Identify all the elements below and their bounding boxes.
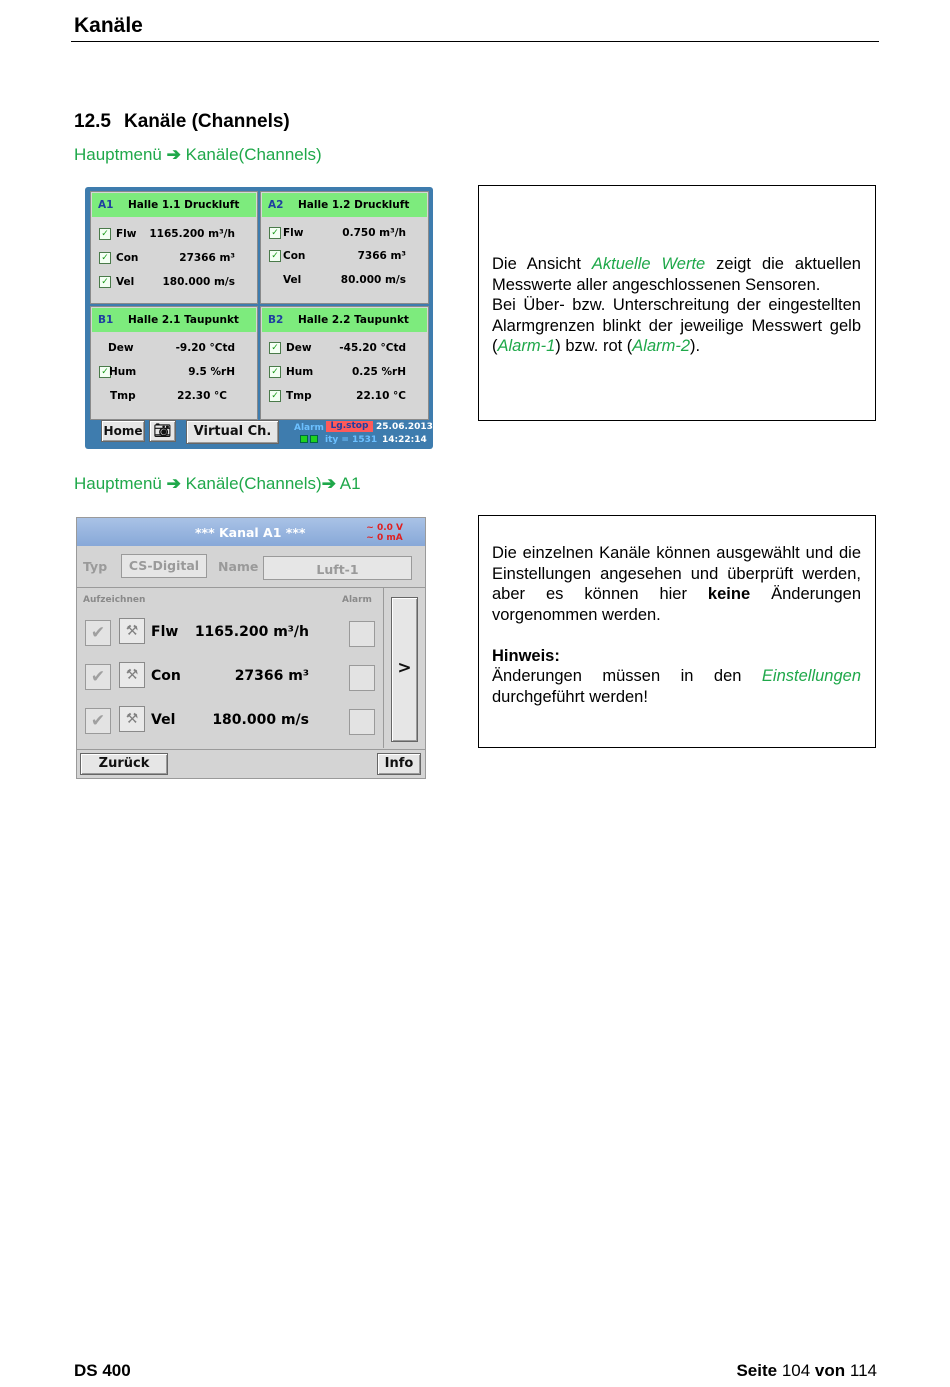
channel-value-row: ✓ Flw 1165.200 m³/h	[91, 226, 257, 244]
channel-panel-b2	[260, 306, 429, 420]
wrench-icon[interactable]: ⚒	[119, 706, 145, 732]
aufzeichnen-label: Aufzeichnen	[83, 595, 146, 605]
checkbox-icon: ✓	[269, 250, 281, 262]
channel-value-row: ✓ Con 27366 m³	[91, 250, 257, 268]
channel-value-row: ✓ Hum 9.5 %rH	[91, 364, 257, 382]
footer-page-number: Seite 104 von 114	[736, 1361, 877, 1380]
typ-field[interactable]: CS-Digital	[121, 554, 207, 578]
record-checkbox[interactable]: ✔	[85, 664, 111, 690]
breadcrumb-channels	[74, 145, 322, 165]
checkbox-icon: ✓	[99, 228, 111, 240]
next-button[interactable]: >	[391, 597, 418, 742]
section-number: 12.5	[74, 111, 111, 132]
record-checkbox[interactable]: ✔	[85, 620, 111, 646]
channel-row-vel: ✔ ⚒ Vel 180.000 m/s	[77, 705, 377, 737]
channel-id: A2	[268, 199, 284, 211]
name-field[interactable]: Luft-1	[263, 556, 412, 580]
channel-value-row: ✓ Hum 0.25 %rH	[261, 364, 428, 382]
channel-panel-a2	[260, 191, 429, 304]
channel-value-row: ✓ Flw 0.750 m³/h	[261, 225, 428, 243]
date-display: 25.06.2013	[376, 422, 433, 432]
title-divider	[71, 41, 879, 42]
time-display: 14:22:14	[382, 435, 427, 445]
alarm-column-label: Alarm	[342, 595, 372, 605]
channel-id: B2	[268, 314, 284, 326]
channels-overview-screenshot	[85, 187, 433, 449]
checkbox-icon: ✓	[269, 390, 281, 402]
wrench-icon[interactable]: ⚒	[119, 618, 145, 644]
channel-value-row: ✓ Con 7366 m³	[261, 248, 428, 266]
ity-status: ity = 1531	[325, 435, 378, 445]
description-box-current-values: Die Ansicht Aktuelle Werte zeigt die aktuellen Messwerte aller angeschlossenen Sensoren. Bei Über- bzw. Unterschreitung der eingestellten Alarmgrenzen blinkt der jeweilige Messwert gelb (Alarm-1) bzw. rot (Alarm-2).	[478, 185, 876, 421]
alarm-indicator-2	[310, 435, 318, 443]
breadcrumb-main: Hauptmenü	[74, 145, 162, 164]
divider	[383, 588, 384, 748]
home-button[interactable]: Home	[101, 420, 145, 442]
note-title: Hinweis:	[492, 646, 560, 665]
channel-panel-b1	[90, 306, 258, 420]
screen-title: *** Kanal A1 ***	[195, 525, 306, 540]
record-checkbox[interactable]: ✔	[85, 708, 111, 734]
description-box-channel-details: Die einzelnen Kanäle können ausgewählt und die Einstellungen angesehen und überprüft werden, aber es können hier keine Änderungen vorgenommen werden. Hinweis: Änderungen müssen in den Einstellungen durchgeführt werden!	[478, 515, 876, 748]
checkbox-icon: ✓	[269, 342, 281, 354]
page-title: Kanäle	[74, 14, 143, 37]
alarm-indicator-1	[300, 435, 308, 443]
logger-stop-status: Lg.stop	[326, 421, 373, 432]
channel-value-row: Dew -9.20 °Ctd	[108, 342, 235, 354]
breadcrumb-target: Kanäle(Channels)	[185, 474, 322, 493]
alarm-label: Alarm	[294, 423, 324, 433]
channel-row-con: ✔ ⚒ Con 27366 m³	[77, 661, 377, 693]
breadcrumb-main: Hauptmenü	[74, 474, 162, 493]
section-heading	[74, 111, 290, 133]
back-button[interactable]: Zurück	[80, 753, 168, 775]
checkbox-icon: ✓	[269, 227, 281, 239]
footer-document-name: DS 400	[74, 1361, 131, 1380]
screen-header	[77, 518, 425, 546]
channel-name: Halle 2.2 Taupunkt	[298, 314, 409, 326]
camera-icon[interactable]: 📷︎	[149, 420, 176, 442]
term-alarm-2: Alarm-2	[632, 337, 691, 355]
channel-id: A1	[98, 199, 114, 211]
checkbox-icon: ✓	[269, 366, 281, 378]
typ-label: Typ	[83, 559, 108, 574]
arrow-right-icon: ➔	[166, 145, 181, 164]
checkbox-icon: ✓	[99, 366, 111, 378]
channel-row-flw: ✔ ⚒ Flw 1165.200 m³/h	[77, 617, 377, 649]
section-title: Kanäle (Channels)	[124, 111, 290, 132]
info-button[interactable]: Info	[377, 753, 421, 775]
channel-value-row: ✓ Dew -45.20 °Ctd	[261, 340, 428, 358]
wrench-icon[interactable]: ⚒	[119, 662, 145, 688]
channel-value-row: Tmp 22.30 °C	[110, 390, 227, 402]
checkbox-icon: ✓	[99, 276, 111, 288]
divider	[77, 587, 425, 588]
signal-readout: ~ 0.0 V ~ 0 mA	[366, 523, 403, 543]
alarm-checkbox[interactable]	[349, 665, 375, 691]
channel-panel-a1	[90, 191, 258, 304]
channel-name: Halle 2.1 Taupunkt	[128, 314, 239, 326]
divider	[77, 749, 425, 750]
channel-value-row: ✓ Vel 180.000 m/s	[91, 274, 257, 292]
alarm-checkbox[interactable]	[349, 709, 375, 735]
alarm-checkbox[interactable]	[349, 621, 375, 647]
term-alarm-1: Alarm-1	[497, 337, 556, 355]
channel-name: Halle 1.2 Druckluft	[298, 199, 410, 211]
channel-id: B1	[98, 314, 114, 326]
arrow-right-icon: ➔	[321, 474, 336, 493]
term-einstellungen: Einstellungen	[761, 667, 861, 685]
arrow-right-icon: ➔	[166, 474, 181, 493]
term-aktuelle-werte: Aktuelle Werte	[591, 255, 706, 273]
channel-value-row: Vel 80.000 m/s	[283, 274, 406, 286]
breadcrumb-channel-a1	[74, 474, 361, 494]
channel-name: Halle 1.1 Druckluft	[128, 199, 240, 211]
name-label: Name	[218, 559, 259, 574]
breadcrumb-target: Kanäle(Channels)	[185, 145, 322, 164]
checkbox-icon: ✓	[99, 252, 111, 264]
emphasis-keine: keine	[707, 585, 751, 603]
virtual-channels-button[interactable]: Virtual Ch.	[186, 420, 279, 444]
channel-a1-screenshot	[76, 517, 426, 779]
breadcrumb-sub: A1	[339, 474, 361, 493]
channel-value-row: ✓ Tmp 22.10 °C	[261, 388, 428, 406]
